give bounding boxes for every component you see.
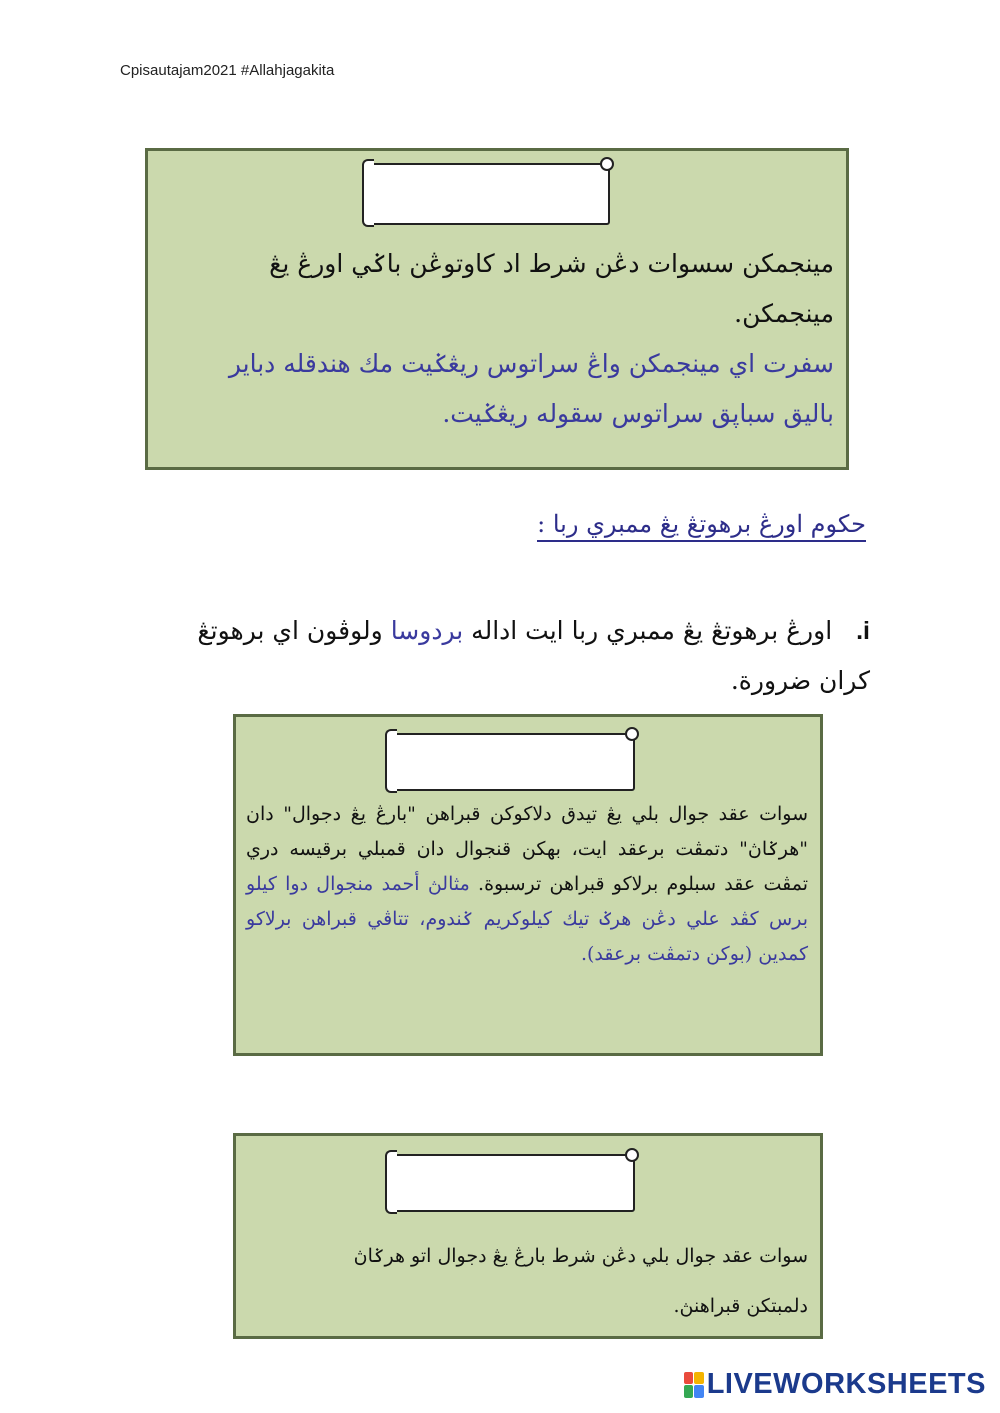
logo-badge-red — [684, 1372, 694, 1385]
answer-input-3[interactable] — [407, 1162, 623, 1204]
panel1-line2: مينجمكن. — [734, 299, 834, 328]
answer-input-1[interactable] — [384, 171, 598, 217]
panel-definition-2 — [233, 714, 823, 1056]
panel-definition-3 — [233, 1133, 823, 1339]
panel3-line2: دلمبتكن قبراهنڽ. — [673, 1295, 808, 1317]
answer-input-2[interactable] — [407, 741, 623, 783]
header-tag: Cpisautajam2021 #Allahjagakita — [120, 62, 335, 79]
panel2-body — [246, 797, 808, 972]
panel3-line1: سوات عقد جوال بلي دڠن شرط بارڠ يڠ دجوال اتو هرݢاڽ — [353, 1245, 808, 1267]
panel3-body — [246, 1231, 808, 1331]
panel2-blue-text: مثالڽ أحمد منجوال دوا كيلو برس كڤد علي دڠن هرݢ تيك كيلوكريم ݢندوم، تتاڤي قبراهن برلاكو كمدين (بوكن دتمڤت برعقد). — [246, 873, 808, 965]
panel2-text: سوات عقد جوال بلي يڠ تيدق دلاكوكن قبراهن "بارڠ يڠ دجوال" دان "هرݢاڽ" دتمڤت برعقد ايت، بهكن قنجوال دان قمبلي برقيسه دري تمڤت عقد سبلوم برلاكو قبراهن ترسبوة. — [246, 803, 808, 895]
logo-badge-yellow — [694, 1372, 704, 1385]
logo-text: LIVEWORKSHEETS — [706, 1368, 986, 1400]
item-text-b: ولوڤون اي برهوتڠ كران ضرورة. — [197, 616, 870, 695]
item-highlight: بردوسا — [390, 616, 464, 645]
answer-box-1[interactable] — [368, 163, 610, 225]
section-heading: حكوم اورڠ برهوتڠ يڠ ممبري ربا : — [537, 510, 866, 542]
list-item-1 — [150, 606, 870, 706]
logo-badge-icon — [684, 1372, 704, 1398]
logo-badge-green — [684, 1385, 694, 1398]
answer-box-2[interactable] — [391, 733, 635, 791]
answer-box-3[interactable] — [391, 1154, 635, 1212]
panel1-blue-line1: سفرت اي مينجمكن واڠ سراتوس ريڠݢيت مك هندقله دباير — [228, 349, 834, 378]
item-number: i. — [856, 617, 870, 645]
panel1-body — [162, 239, 834, 439]
item-text-a: اورڠ برهوتڠ يڠ ممبري ربا ايت اداله — [471, 616, 833, 645]
panel-definition-1 — [145, 148, 849, 470]
panel1-blue-line2: باليق سباپق سراتوس سقوله ريڠݢيت. — [442, 399, 834, 428]
logo-badge-blue — [694, 1385, 704, 1398]
panel1-line1: مينجمكن سسوات دڠن شرط اد كاوتوڠن باݢي اورڠ يڠ — [269, 249, 834, 278]
liveworksheets-logo — [684, 1368, 986, 1401]
